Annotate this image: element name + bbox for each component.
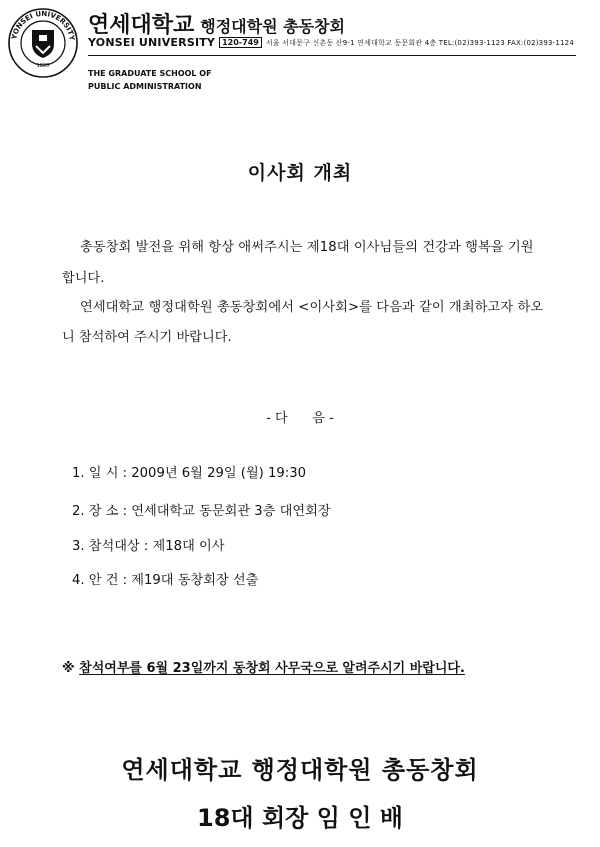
seal-year: 1885 bbox=[36, 63, 50, 69]
school-line-2: PUBLIC ADMINISTRATION bbox=[88, 82, 202, 91]
university-name-korean: 연세대학교 bbox=[88, 13, 195, 38]
seal-outer-text: YONSEI UNIVERSITY bbox=[10, 9, 76, 42]
association-name-korean: 행정대학원 총동창회 bbox=[200, 17, 345, 36]
notice-text: 참석여부를 6월 23일까지 동창회 사무국으로 알려주시기 바랍니다. bbox=[79, 661, 465, 676]
address-line: 서울 서대문구 신촌동 산9-1 연세대학교 동문회관 4층 TEL:(02)393-1123 FAX:(02)393-1124 bbox=[265, 39, 574, 47]
paragraph-1-line-1: 총동창회 발전을 위해 항상 애써주시는 제18대 이사님들의 건강과 행복을 기원 bbox=[80, 240, 534, 255]
paragraph-1-line-2: 합니다. bbox=[62, 271, 105, 286]
detail-item-attendees: 3. 참석대상 : 제18대 이사 bbox=[72, 539, 225, 554]
sender-president: 18대 회장 임 인 배 bbox=[197, 804, 403, 832]
letterhead-divider bbox=[88, 55, 576, 56]
paragraph-2-line-2: 니 참석하여 주시기 바랍니다. bbox=[62, 330, 232, 345]
document-title: 이사회 개최 bbox=[247, 162, 353, 184]
rsvp-notice bbox=[62, 657, 465, 676]
notice-mark: ※ bbox=[62, 661, 75, 676]
university-name-english: YONSEI UNIVERSITY bbox=[88, 36, 216, 49]
detail-item-venue: 2. 장 소 : 연세대학교 동문회관 3층 대연회장 bbox=[72, 504, 331, 519]
paragraph-2-line-1: 연세대학교 행정대학원 총동창회에서 <이사회>를 다음과 같이 개최하고자 하오 bbox=[80, 300, 544, 315]
school-name-english bbox=[88, 67, 212, 93]
details-separator: - 다 음 - bbox=[266, 411, 334, 426]
detail-item-datetime: 1. 일 시 : 2009년 6월 29일 (월) 19:30 bbox=[72, 466, 307, 481]
letterhead-title bbox=[88, 8, 345, 39]
postal-code: 120-749 bbox=[219, 37, 262, 48]
detail-item-agenda: 4. 안 건 : 제19대 동창회장 선출 bbox=[72, 573, 259, 588]
university-seal-icon bbox=[8, 8, 78, 78]
letterhead-english-line bbox=[88, 36, 574, 49]
school-line-1: THE GRADUATE SCHOOL OF bbox=[88, 69, 212, 78]
sender-organization: 연세대학교 행정대학원 총동창회 bbox=[121, 756, 479, 784]
